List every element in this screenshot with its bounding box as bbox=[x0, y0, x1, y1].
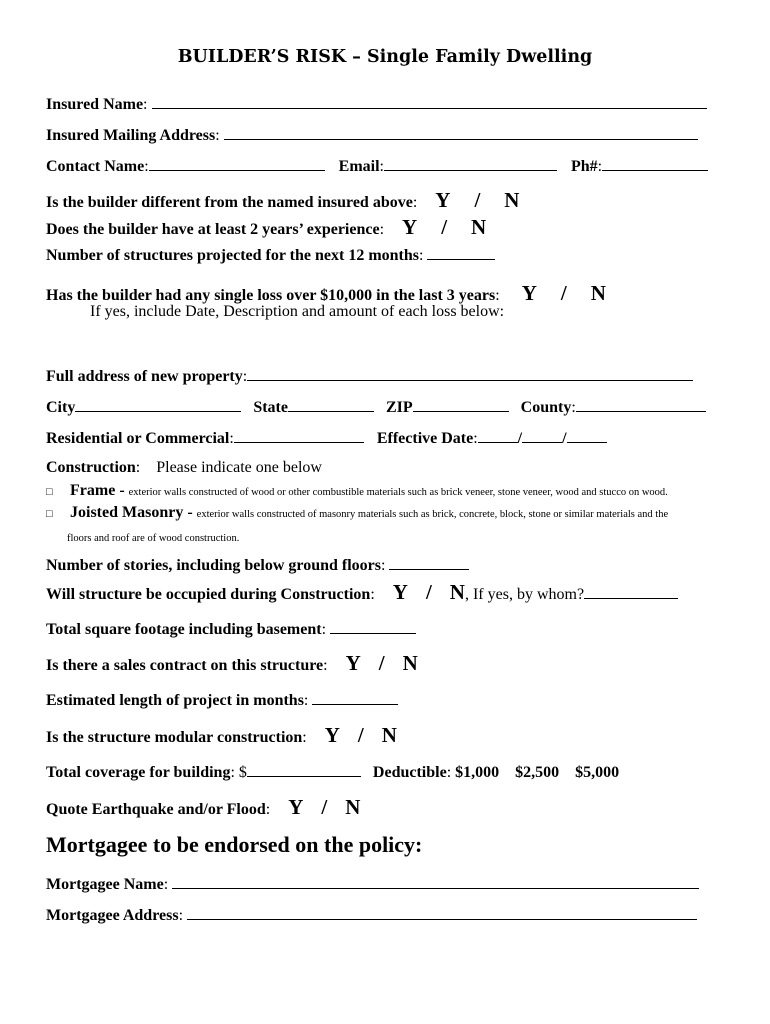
deductible-option-2500[interactable]: $2,500 bbox=[515, 764, 560, 781]
modular-label: Is the structure modular construction bbox=[46, 729, 303, 746]
insured-name-row: Insured Name: bbox=[46, 94, 707, 114]
res-com-row: Residential or Commercial: Effective Date: / / bbox=[46, 428, 607, 448]
contact-name-field[interactable] bbox=[149, 156, 325, 171]
insured-mailing-field[interactable] bbox=[224, 125, 698, 140]
effective-year-field[interactable] bbox=[567, 428, 607, 443]
city-field[interactable] bbox=[75, 397, 241, 412]
occupied-yes[interactable]: Y bbox=[392, 580, 408, 604]
project-length-field[interactable] bbox=[312, 690, 398, 705]
mortgagee-heading: Mortgagee to be endorsed on the policy: bbox=[46, 832, 423, 857]
contact-row: Contact Name: Email: Ph#: bbox=[46, 156, 708, 176]
masonry-description: exterior walls constructed of masonry materials such as brick, concrete, block, stone or similar materials and the bbox=[196, 509, 669, 520]
modular-yes[interactable]: Y bbox=[324, 723, 340, 747]
single-loss-label: Has the builder had any single loss over $10,000 in the last 3 years bbox=[46, 287, 496, 304]
construction-instruction: Please indicate one below bbox=[156, 459, 322, 476]
modular-no[interactable]: N bbox=[381, 723, 397, 747]
sqft-field[interactable] bbox=[330, 619, 416, 634]
contact-name-label: Contact Name bbox=[46, 158, 145, 175]
builder-experience-row: Does the builder have at least 2 years’ experience: Y / N bbox=[46, 215, 487, 239]
city-row: City State ZIP County: bbox=[46, 397, 706, 417]
builder-different-no[interactable]: N bbox=[504, 188, 520, 212]
stories-field[interactable] bbox=[389, 555, 469, 570]
builder-different-label: Is the builder different from the named insured above bbox=[46, 194, 413, 211]
frame-description: exterior walls constructed of wood or other combustible materials such as brick veneer, stone veneer, wood and stucco on wood. bbox=[128, 487, 668, 498]
phone-label: Ph# bbox=[571, 158, 598, 175]
occupied-label: Will structure be occupied during Construction bbox=[46, 586, 371, 603]
state-label: State bbox=[253, 399, 288, 416]
yn-slash: / bbox=[441, 215, 448, 239]
project-length-label: Estimated length of project in months bbox=[46, 692, 304, 709]
res-com-field[interactable] bbox=[234, 428, 364, 443]
property-address-label: Full address of new property bbox=[46, 368, 243, 385]
construction-row: Construction: Please indicate one below bbox=[46, 459, 322, 476]
sales-contract-row: Is there a sales contract on this structure: Y / N bbox=[46, 651, 418, 675]
yn-slash: / bbox=[357, 723, 364, 747]
builder-experience-label: Does the builder have at least 2 years’ experience bbox=[46, 221, 380, 238]
zip-field[interactable] bbox=[413, 397, 509, 412]
builder-experience-yes[interactable]: Y bbox=[402, 215, 418, 239]
email-field[interactable] bbox=[384, 156, 557, 171]
frame-checkbox[interactable]: □ bbox=[46, 486, 53, 498]
builder-experience-no[interactable]: N bbox=[471, 215, 487, 239]
mortgagee-name-label: Mortgagee Name bbox=[46, 876, 164, 893]
insured-mailing-label: Insured Mailing Address bbox=[46, 127, 216, 144]
deductible-option-5000[interactable]: $5,000 bbox=[575, 764, 620, 781]
county-field[interactable] bbox=[576, 397, 706, 412]
res-com-label: Residential or Commercial bbox=[46, 430, 230, 447]
structures-projected-label: Number of structures projected for the next 12 months bbox=[46, 247, 419, 264]
email-label: Email bbox=[338, 158, 380, 175]
stories-label: Number of stories, including below ground floors bbox=[46, 557, 381, 574]
insured-mailing-row: Insured Mailing Address: bbox=[46, 125, 698, 145]
yn-slash: / bbox=[378, 651, 385, 675]
quake-row: Quote Earthquake and/or Flood: Y / N bbox=[46, 795, 361, 819]
insured-name-label: Insured Name bbox=[46, 96, 144, 113]
yn-slash: / bbox=[425, 580, 432, 604]
project-length-row: Estimated length of project in months: bbox=[46, 690, 398, 710]
coverage-row: Total coverage for building: $ Deductible: $1,000 $2,500 $5,000 bbox=[46, 764, 620, 781]
mortgagee-name-row: Mortgagee Name: bbox=[46, 874, 699, 894]
masonry-description-cont: floors and roof are of wood construction. bbox=[67, 533, 240, 544]
effective-month-field[interactable] bbox=[478, 428, 518, 443]
builder-different-yes[interactable]: Y bbox=[435, 188, 451, 212]
modular-row: Is the structure modular construction: Y / N bbox=[46, 723, 397, 747]
property-address-row: Full address of new property: bbox=[46, 366, 693, 386]
effective-day-field[interactable] bbox=[522, 428, 562, 443]
coverage-field[interactable] bbox=[247, 762, 361, 777]
builder-different-row: Is the builder different from the named insured above: Y / N bbox=[46, 188, 520, 212]
occupied-followup: If yes, by whom? bbox=[472, 586, 585, 603]
quake-no[interactable]: N bbox=[345, 795, 361, 819]
sqft-label: Total square footage including basement bbox=[46, 621, 322, 638]
mortgagee-address-row: Mortgagee Address: bbox=[46, 905, 697, 925]
yn-slash: / bbox=[560, 281, 567, 305]
county-label: County bbox=[520, 399, 572, 416]
masonry-option[interactable]: □ Joisted Masonry - exterior walls constructed of masonry materials such as brick, concrete, block, stone or similar materials and the bbox=[46, 504, 669, 521]
mortgagee-name-field[interactable] bbox=[172, 874, 699, 889]
frame-label: Frame bbox=[70, 482, 116, 499]
occupied-by-field[interactable] bbox=[584, 584, 678, 599]
sales-contract-yes[interactable]: Y bbox=[345, 651, 361, 675]
masonry-label: Joisted Masonry bbox=[70, 504, 184, 521]
quake-yes[interactable]: Y bbox=[288, 795, 304, 819]
construction-label: Construction bbox=[46, 459, 136, 476]
effective-date-label: Effective Date bbox=[376, 430, 474, 447]
deductible-option-1000[interactable]: $1,000 bbox=[455, 764, 500, 781]
coverage-label: Total coverage for building bbox=[46, 764, 231, 781]
single-loss-no[interactable]: N bbox=[590, 281, 606, 305]
sqft-row: Total square footage including basement: bbox=[46, 619, 416, 639]
yn-slash: / bbox=[321, 795, 328, 819]
occupied-row: Will structure be occupied during Construction: Y / N, If yes, by whom? bbox=[46, 580, 678, 605]
structures-projected-field[interactable] bbox=[427, 245, 495, 260]
yn-slash: / bbox=[474, 188, 481, 212]
stories-row: Number of stories, including below ground floors: bbox=[46, 555, 469, 575]
insured-name-field[interactable] bbox=[152, 94, 707, 109]
deductible-label: Deductible bbox=[372, 764, 447, 781]
property-address-field[interactable] bbox=[247, 366, 693, 381]
coverage-prefix: $ bbox=[238, 764, 247, 781]
masonry-checkbox[interactable]: □ bbox=[46, 508, 53, 520]
city-label: City bbox=[46, 399, 76, 416]
single-loss-yes[interactable]: Y bbox=[521, 281, 537, 305]
occupied-no[interactable]: N bbox=[449, 580, 465, 604]
quake-label: Quote Earthquake and/or Flood bbox=[46, 801, 266, 818]
phone-field[interactable] bbox=[602, 156, 708, 171]
single-loss-row: Has the builder had any single loss over $10,000 in the last 3 years: Y / N bbox=[46, 281, 606, 305]
sales-contract-no[interactable]: N bbox=[402, 651, 418, 675]
zip-label: ZIP bbox=[385, 399, 413, 416]
mortgagee-address-field[interactable] bbox=[187, 905, 697, 920]
state-field[interactable] bbox=[288, 397, 374, 412]
mortgagee-address-label: Mortgagee Address bbox=[46, 907, 179, 924]
frame-option[interactable]: □ Frame - exterior walls constructed of wood or other combustible materials such as brick veneer, stone veneer, wood and stucco on wood. bbox=[46, 482, 668, 499]
form-title: BUILDER’S RISK – Single Family Dwelling bbox=[177, 47, 593, 67]
single-loss-note: If yes, include Date, Description and amount of each loss below: bbox=[90, 303, 505, 320]
sales-contract-label: Is there a sales contract on this structure bbox=[46, 657, 324, 674]
structures-projected-row: Number of structures projected for the next 12 months: bbox=[46, 245, 495, 265]
